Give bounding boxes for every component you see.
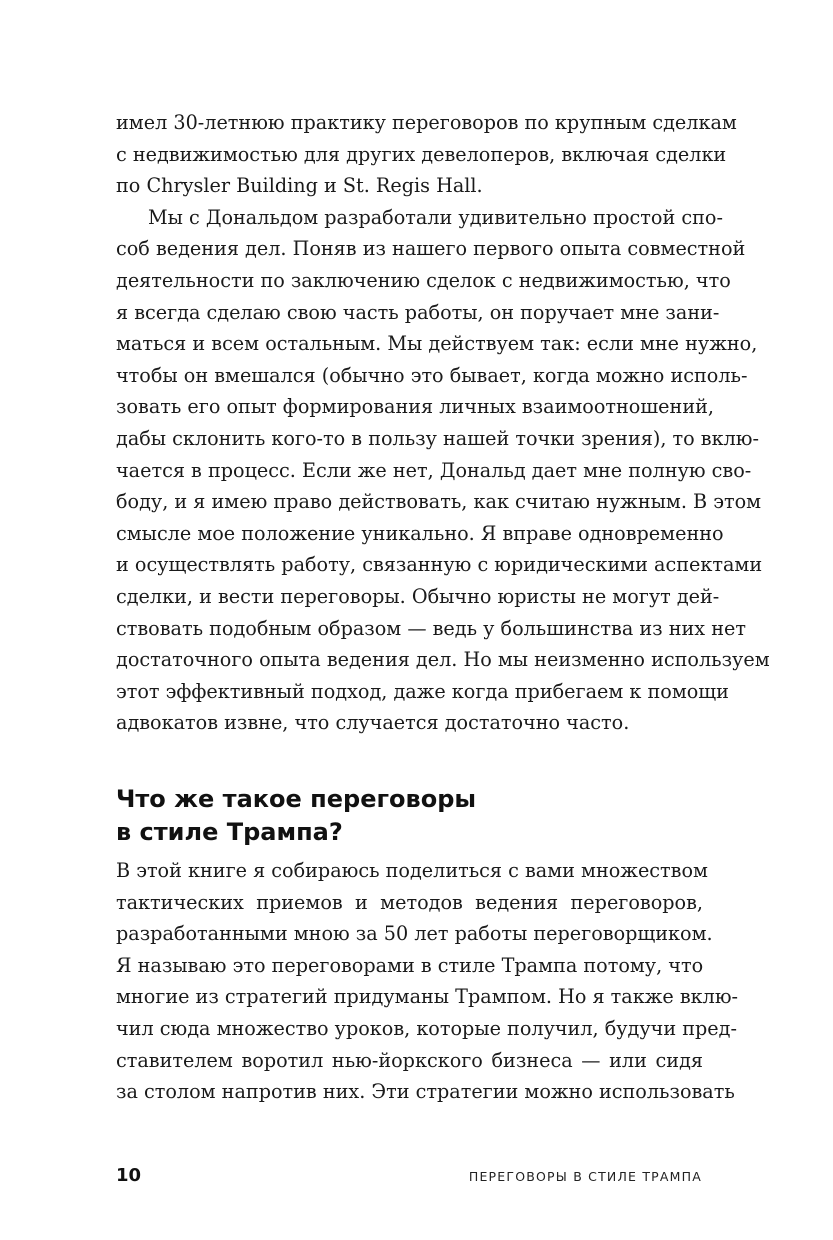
text-line: чил сюда множество уроков, которые получил, будучи пред-	[116, 1016, 737, 1040]
section-heading-line: Что же такое переговоры	[116, 785, 477, 813]
text-line: ставителем воротил нью-йоркского бизнеса — или сидя	[116, 1048, 703, 1072]
text-line: чается в процесс. Если же нет, Дональд дает мне полную сво-	[116, 458, 752, 482]
text-line: за столом напротив них. Эти стратегии можно использовать	[116, 1080, 735, 1104]
text-line: достаточного опыта ведения дел. Но мы неизменно используем	[116, 648, 770, 672]
text-line: Я называю это переговорами в стиле Трампа потому, что	[116, 953, 704, 977]
text-line: смысле мое положение уникально. Я вправе одновременно	[116, 521, 724, 545]
text-line: этот эффективный подход, даже когда прибегаем к помощи	[116, 679, 729, 703]
text-line: боду, и я имею право действовать, как считаю нужным. В этом	[116, 490, 762, 514]
page-number: 10	[116, 1165, 142, 1186]
text-line: дабы склонить кого-то в пользу нашей точки зрения), то вклю-	[116, 426, 759, 450]
text-line: разработанными мною за 50 лет работы переговорщиком.	[116, 922, 713, 946]
text-line: я всегда сделаю свою часть работы, он поручает мне зани-	[116, 300, 720, 324]
section-heading-line: в стиле Трампа?	[116, 818, 343, 846]
text-line: соб ведения дел. Поняв из нашего первого опыта совместной	[116, 237, 746, 261]
text-line: тактических приемов и методов ведения переговоров,	[116, 890, 703, 914]
text-line: маться и всем остальным. Мы действуем так: если мне нужно,	[116, 332, 758, 356]
text-line: адвокатов извне, что случается достаточно часто.	[116, 711, 630, 735]
text-line: и осуществлять работу, связанную с юридическими аспектами	[116, 553, 763, 577]
text-line: чтобы он вмешался (обычно это бывает, когда можно исполь-	[116, 363, 748, 387]
text-line: Мы с Дональдом разработали удивительно простой спо-	[148, 205, 723, 229]
text-line: по Chrysler Building и St. Regis Hall.	[116, 174, 483, 198]
body-text-section	[116, 855, 739, 1108]
text-line: зовать его опыт формирования личных взаимоотношений,	[116, 395, 715, 419]
paragraph-continuation	[116, 107, 737, 202]
running-title: ПЕРЕГОВОРЫ В СТИЛЕ ТРАМПА	[468, 1169, 702, 1184]
text-line: имел 30-летнюю практику переговоров по крупным сделкам	[116, 111, 737, 134]
section-heading	[116, 783, 703, 849]
text-line: с недвижимостью для других девелоперов, включая сделки	[116, 142, 727, 166]
text-line: деятельности по заключению сделок с недвижимостью, что	[116, 268, 731, 292]
body-text-top	[116, 107, 770, 739]
text-line: В этой книге я собираюсь поделиться с вами множеством	[116, 859, 708, 882]
text-line: сделки, и вести переговоры. Обычно юристы не могут дей-	[116, 584, 720, 608]
text-line: ствовать подобным образом — ведь у большинства из них нет	[116, 616, 746, 640]
paragraph-collaboration	[116, 202, 770, 739]
text-line: многие из стратегий придуманы Трампом. Но я также вклю-	[116, 985, 739, 1009]
